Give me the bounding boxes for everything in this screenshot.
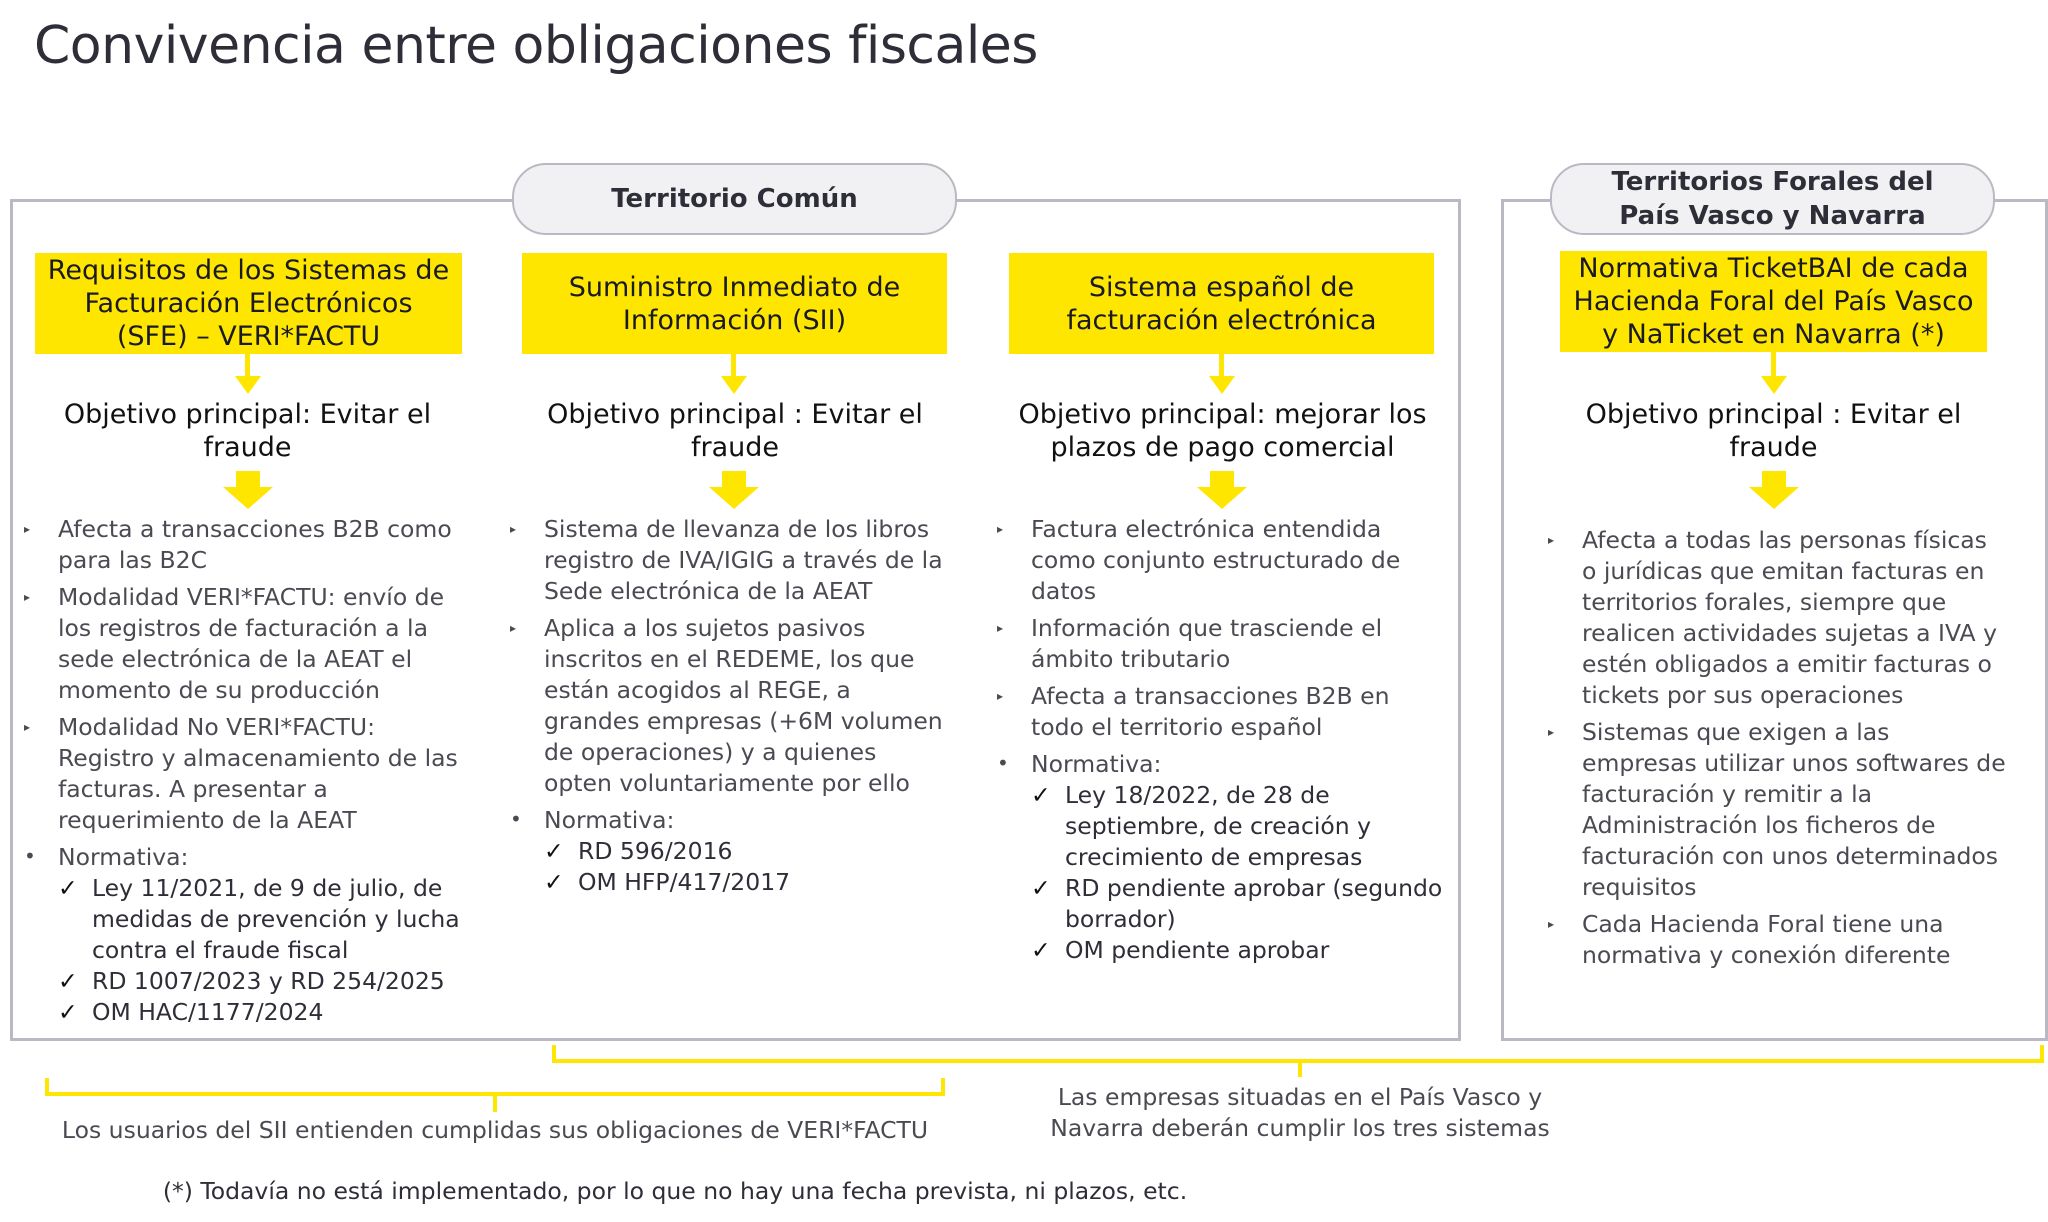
list-item: ✓ RD 596/2016 <box>544 837 733 865</box>
list-item: • Normativa: ✓ Ley 18/2022, de 28 de septiembre, de creación y crecimiento de empresas ✓ RD pendiente aprobar (segundo borrador) ✓ OM pendiente aprobar <box>997 749 1447 966</box>
normativa-list <box>544 836 950 898</box>
sii-objective: Objetivo principal : Evitar el fraude <box>547 399 923 463</box>
common-territory-label: Territorio Común <box>512 163 957 235</box>
triangle-bullet-icon: ▸ <box>997 621 1004 635</box>
triangle-bullet-icon: ▸ <box>1548 725 1555 739</box>
sfe-verifactu-heading: Requisitos de los Sistemas de Facturación Electrónicos (SFE) – VERI*FACTU <box>35 253 462 354</box>
triangle-bullet-icon: ▸ <box>1548 533 1555 547</box>
list-item: ▸ Sistemas que exigen a las empresas utilizar unos softwares de facturación y remitir a la Administración los ficheros de facturación con unos determinados requisitos <box>1548 718 2006 901</box>
footnote: (*) Todavía no está implementado, por lo que no hay una fecha prevista, ni plazos, etc. <box>162 1177 1188 1205</box>
spanish-einvoice-heading: Sistema español de facturación electrónica <box>1009 253 1434 354</box>
three-systems-note <box>1000 1082 1600 1144</box>
note-line: Navarra deberán cumplir los tres sistemas <box>1050 1114 1550 1142</box>
triangle-bullet-icon: ▸ <box>24 522 31 536</box>
list-item: ✓ RD 1007/2023 y RD 254/2025 <box>58 967 445 995</box>
arrow-down-icon <box>1209 376 1235 394</box>
normativa-list <box>1031 780 1447 966</box>
check-icon: ✓ <box>544 868 564 896</box>
ticketbai-details <box>1548 525 2008 977</box>
note-line: Las empresas situadas en el País Vasco y <box>1057 1083 1543 1111</box>
list-item: • Normativa: ✓ Ley 11/2021, de 9 de julio, de medidas de prevención y lucha contra el fraude fiscal ✓ RD 1007/2023 y RD 254/2025 ✓ OM HAC/1177/2024 <box>24 842 464 1028</box>
list-item: ✓ Ley 11/2021, de 9 de julio, de medidas de prevención y lucha contra el fraude fiscal <box>58 874 460 964</box>
dot-bullet-icon: • <box>24 844 36 868</box>
spanish-einvoice-objective: Objetivo principal: mejorar los plazos de pago comercial <box>1018 399 1427 463</box>
list-item: ▸ Cada Hacienda Foral tiene una normativa y conexión diferente <box>1548 910 1951 969</box>
dot-bullet-icon: • <box>997 751 1009 775</box>
sii-details <box>510 514 950 904</box>
list-item: ▸ Información que trasciende el ámbito tributario <box>997 614 1383 673</box>
ticketbai-heading: Normativa TicketBAI de cada Hacienda Foral del País Vasco y NaTicket en Navarra (*) <box>1560 251 1987 352</box>
list-item: ▸ Afecta a transacciones B2B en todo el territorio español <box>997 682 1390 741</box>
check-icon: ✓ <box>1031 936 1051 964</box>
list-item: ▸ Aplica a los sujetos pasivos inscritos en el REDEME, los que están acogidos al REGE, a grandes empresas (+6M volumen de operaciones) y a quienes opten voluntariamente por ello <box>510 614 943 797</box>
list-item: ✓ RD pendiente aprobar (segundo borrador) <box>1031 874 1443 933</box>
list-item: ✓ OM pendiente aprobar <box>1031 936 1330 964</box>
triangle-bullet-icon: ▸ <box>997 522 1004 536</box>
triangle-bullet-icon: ▸ <box>24 720 31 734</box>
sii-heading: Suministro Inmediato de Información (SII) <box>522 253 947 354</box>
check-icon: ✓ <box>1031 874 1051 902</box>
block-arrow-down-icon <box>1749 471 1799 509</box>
spanish-einvoice-details <box>997 514 1447 972</box>
sfe-details <box>24 514 464 1034</box>
foral-territory-label: Territorios Forales del País Vasco y Navarra <box>1550 163 1995 235</box>
list-item: ✓ OM HAC/1177/2024 <box>58 998 324 1026</box>
check-icon: ✓ <box>58 874 78 902</box>
page-title: Convivencia entre obligaciones fiscales <box>34 16 1038 76</box>
check-icon: ✓ <box>1031 781 1051 809</box>
sii-verifactu-note: Los usuarios del SII entienden cumplidas sus obligaciones de VERI*FACTU <box>61 1116 929 1144</box>
triangle-bullet-icon: ▸ <box>1548 917 1555 931</box>
triangle-bullet-icon: ▸ <box>510 621 517 635</box>
normativa-list <box>58 873 464 1028</box>
list-item: • Normativa: ✓ RD 596/2016 ✓ OM HFP/417/2017 <box>510 805 950 898</box>
triangle-bullet-icon: ▸ <box>510 522 517 536</box>
triangle-bullet-icon: ▸ <box>997 689 1004 703</box>
arrow-down-icon <box>235 376 261 394</box>
triangle-bullet-icon: ▸ <box>24 590 31 604</box>
bracket-three-systems <box>548 1041 2048 1083</box>
arrow-down-icon <box>1761 376 1787 394</box>
dot-bullet-icon: • <box>510 807 522 831</box>
list-item: ▸ Modalidad No VERI*FACTU: Registro y almacenamiento de las facturas. A presentar a requerimiento de la AEAT <box>24 713 458 834</box>
check-icon: ✓ <box>544 837 564 865</box>
block-arrow-down-icon <box>709 471 759 509</box>
list-item: ✓ OM HFP/417/2017 <box>544 868 791 896</box>
list-item: ▸ Sistema de llevanza de los libros registro de IVA/IGIG a través de la Sede electrónica de la AEAT <box>510 515 943 605</box>
list-item: ▸ Modalidad VERI*FACTU: envío de los registros de facturación a la sede electrónica de la AEAT el momento de su producción <box>24 583 445 704</box>
block-arrow-down-icon <box>1197 471 1247 509</box>
list-item: ▸ Afecta a transacciones B2B como para las B2C <box>24 515 452 574</box>
ticketbai-objective: Objetivo principal : Evitar el fraude <box>1585 399 1962 463</box>
sfe-objective: Objetivo principal: Evitar el fraude <box>63 399 432 463</box>
arrow-down-icon <box>721 376 747 394</box>
check-icon: ✓ <box>58 967 78 995</box>
list-item: ✓ Ley 18/2022, de 28 de septiembre, de creación y crecimiento de empresas <box>1031 781 1372 871</box>
block-arrow-down-icon <box>223 471 273 509</box>
check-icon: ✓ <box>58 998 78 1026</box>
list-item: ▸ Factura electrónica entendida como conjunto estructurado de datos <box>997 515 1401 605</box>
list-item: ▸ Afecta a todas las personas físicas o jurídicas que emitan facturas en territorios forales, siempre que realicen actividades sujetas a IVA y estén obligados a emitir facturas o tickets por sus operaciones <box>1548 526 1997 709</box>
